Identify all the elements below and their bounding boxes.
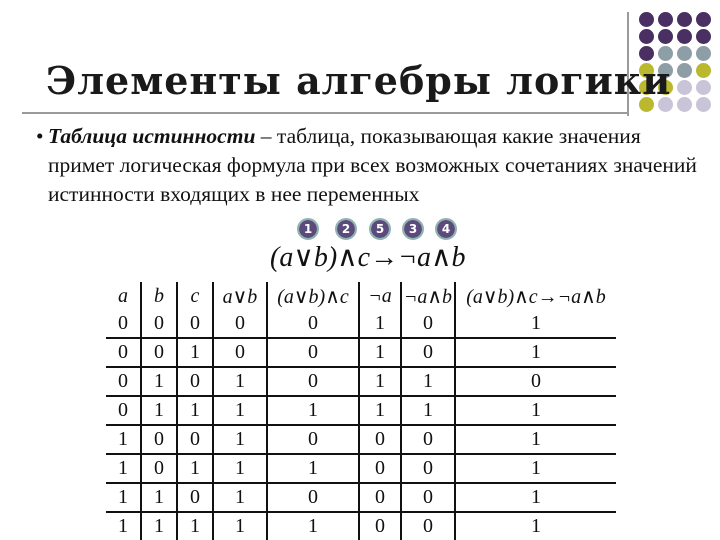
decorative-dot [696, 97, 711, 112]
table-cell: 1 [401, 396, 455, 425]
table-cell: 1 [213, 396, 267, 425]
table-cell: 0 [401, 512, 455, 540]
table-cell: 1 [141, 512, 177, 540]
term-label: Таблица истинности [48, 124, 256, 148]
table-cell: 1 [106, 483, 141, 512]
step-marker-2: 2 [337, 220, 355, 238]
table-row [106, 425, 616, 454]
table-cell: 0 [267, 483, 359, 512]
table-cell: 0 [141, 425, 177, 454]
table-row [106, 338, 616, 367]
table-cell: 1 [267, 396, 359, 425]
table-cell: 0 [455, 367, 616, 396]
table-cell: 0 [267, 310, 359, 338]
table-cell: 0 [177, 425, 213, 454]
slide-title: Элементы алгебры логики [46, 58, 672, 103]
table-cell: 1 [401, 367, 455, 396]
decorative-dot [658, 12, 673, 27]
table-cell: 0 [177, 483, 213, 512]
horizontal-divider-line [22, 112, 628, 114]
table-cell: 1 [141, 483, 177, 512]
table-cell: 1 [455, 310, 616, 338]
table-cell: 1 [359, 338, 401, 367]
decorative-dot [677, 12, 692, 27]
table-cell: 0 [106, 396, 141, 425]
table-cell: 0 [177, 367, 213, 396]
decorative-dot [677, 97, 692, 112]
table-cell: 0 [213, 338, 267, 367]
table-cell: 0 [267, 338, 359, 367]
table-cell: 0 [141, 310, 177, 338]
table-cell: 0 [267, 425, 359, 454]
decorative-dot [696, 80, 711, 95]
table-cell: 1 [177, 338, 213, 367]
table-row [106, 310, 616, 338]
table-row [106, 483, 616, 512]
decorative-dot [677, 63, 692, 78]
step-marker-3: 5 [371, 220, 389, 238]
table-cell: 1 [455, 454, 616, 483]
table-cell: 0 [118, 312, 128, 334]
decorative-dot [677, 80, 692, 95]
column-header: a [118, 284, 128, 307]
table-cell: 1 [359, 396, 401, 425]
table-cell: 0 [213, 310, 267, 338]
column-header: ¬a [359, 282, 401, 310]
table-cell: 1 [213, 483, 267, 512]
table-cell: 1 [106, 454, 141, 483]
table-cell: 1 [455, 425, 616, 454]
step-marker-1: 1 [299, 220, 317, 238]
table-cell: 1 [106, 512, 141, 540]
table-cell: 1 [213, 512, 267, 540]
table-cell: 1 [177, 512, 213, 540]
decorative-dot [639, 12, 654, 27]
table-cell: 1 [267, 454, 359, 483]
definition-text [48, 122, 708, 209]
definition-paragraph [36, 122, 708, 209]
table-row [106, 512, 616, 540]
table-cell: 1 [177, 396, 213, 425]
table-cell: 0 [141, 338, 177, 367]
table-cell: 1 [177, 454, 213, 483]
decorative-dot [696, 46, 711, 61]
decorative-dot [677, 46, 692, 61]
truth-table [106, 282, 616, 540]
table-cell: 1 [213, 425, 267, 454]
table-cell: 1 [141, 367, 177, 396]
table-cell: 0 [359, 425, 401, 454]
table-cell: 0 [177, 310, 213, 338]
decorative-dot [677, 29, 692, 44]
table-row [106, 396, 616, 425]
table-cell: 0 [106, 367, 141, 396]
table-cell: 1 [213, 367, 267, 396]
table-cell: 1 [106, 425, 141, 454]
table-cell: 1 [359, 310, 401, 338]
decorative-dot [639, 29, 654, 44]
decorative-dot [658, 29, 673, 44]
table-cell: 0 [106, 338, 141, 367]
column-header: a∨b [213, 282, 267, 310]
table-cell: 1 [455, 338, 616, 367]
table-cell: 0 [267, 367, 359, 396]
column-header: (a∨b)∧c [267, 282, 359, 310]
decorative-dot [696, 63, 711, 78]
table-cell: 1 [141, 396, 177, 425]
column-header: c [177, 282, 213, 310]
table-cell: 0 [359, 483, 401, 512]
table-cell: 0 [401, 483, 455, 512]
table-cell: 1 [455, 512, 616, 540]
table-row [106, 367, 616, 396]
table-cell: 1 [455, 396, 616, 425]
bullet-mark: • [36, 124, 44, 148]
table-cell: 0 [401, 454, 455, 483]
column-header: (a∨b)∧c→¬a∧b [455, 282, 616, 310]
decorative-dot [696, 12, 711, 27]
decorative-dot [696, 29, 711, 44]
table-cell: 1 [213, 454, 267, 483]
step-marker-5: 4 [437, 220, 455, 238]
table-cell: 0 [359, 454, 401, 483]
table-cell: 1 [455, 483, 616, 512]
table-header-row [106, 282, 616, 310]
table-cell: 0 [401, 310, 455, 338]
table-cell: 1 [359, 367, 401, 396]
table-cell: 0 [359, 512, 401, 540]
table-cell: 0 [141, 454, 177, 483]
table-cell: 0 [401, 338, 455, 367]
table-row [106, 454, 616, 483]
step-marker-4: 3 [404, 220, 422, 238]
table-cell: 0 [401, 425, 455, 454]
table-cell: 1 [267, 512, 359, 540]
definition-body: – таблица, показывающая какие значения примет логическая формула при всех возможных сочетаниях значений истинности входящих в нее переменных [48, 124, 697, 206]
logic-formula: (a∨b)∧c→¬a∧b [270, 242, 466, 273]
column-header: b [141, 282, 177, 310]
column-header: ¬a∧b [401, 282, 455, 310]
